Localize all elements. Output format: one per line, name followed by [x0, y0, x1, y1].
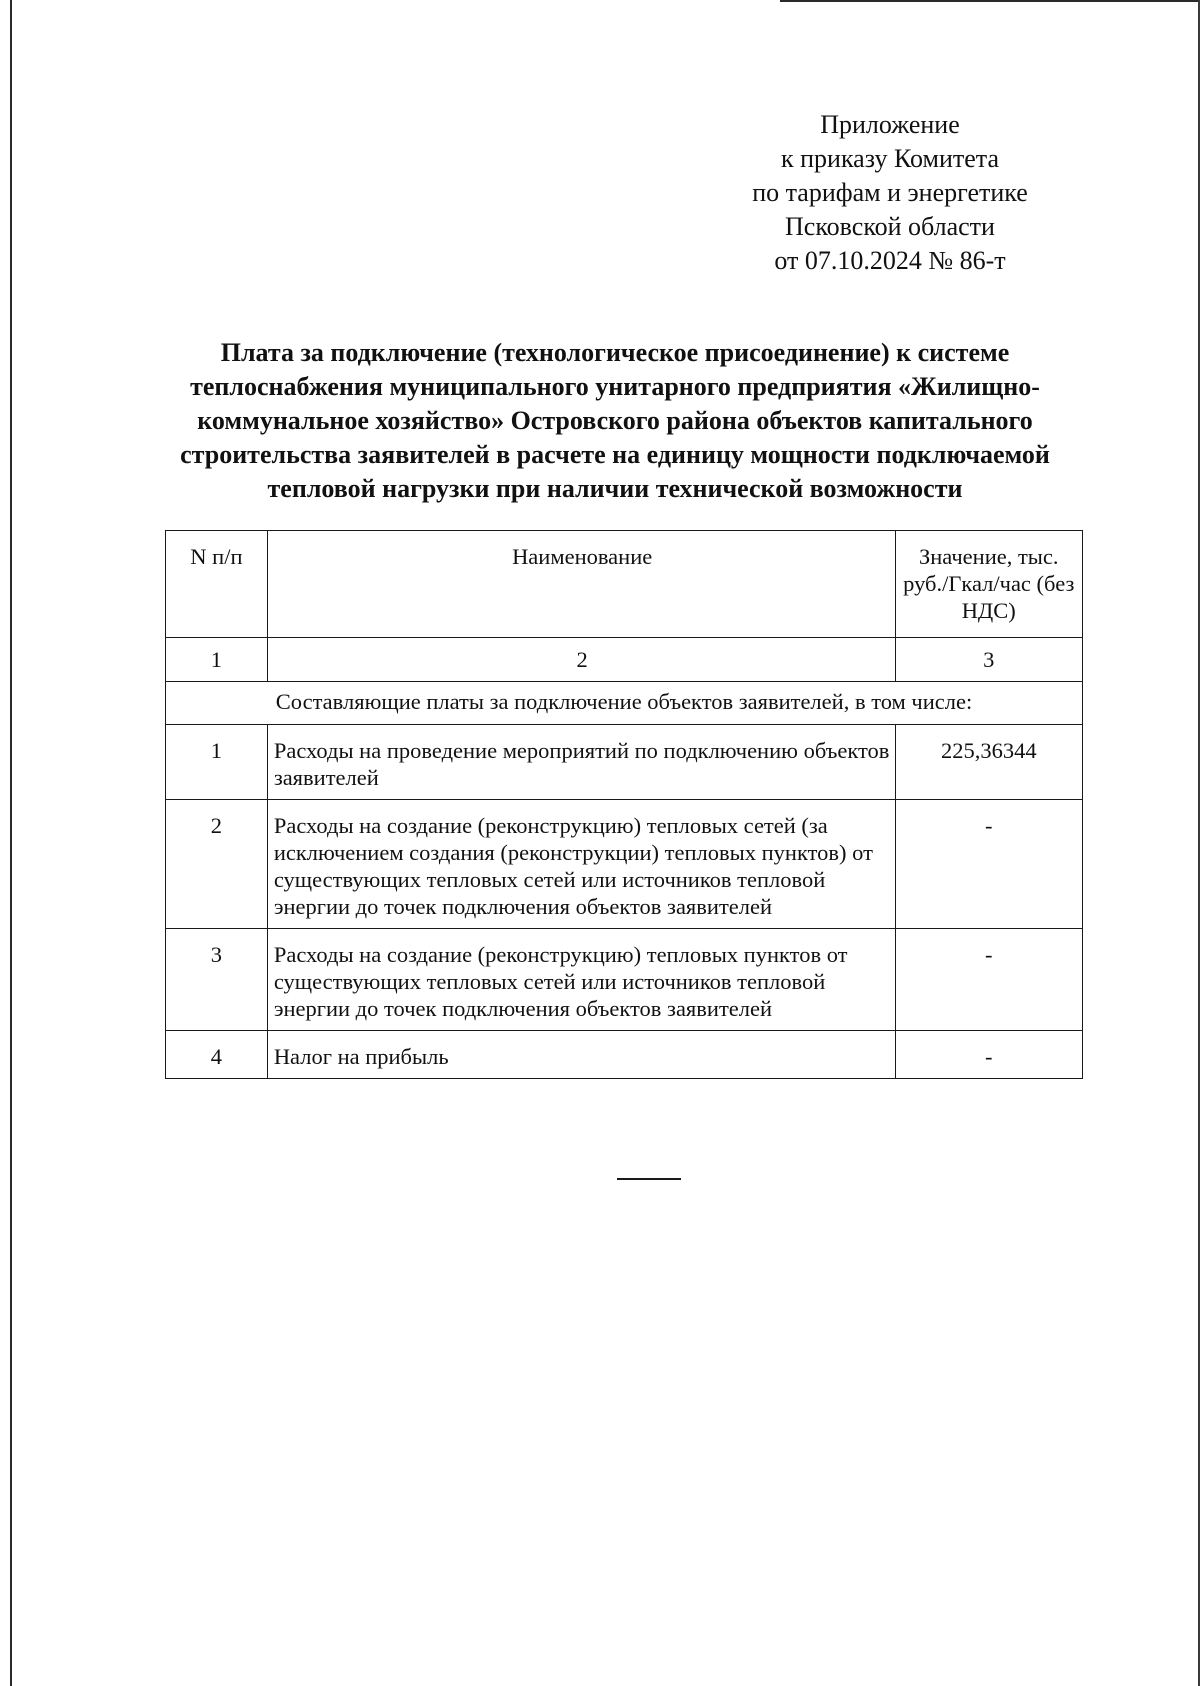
table-row: [166, 725, 1083, 800]
appendix-line: Приложение: [820, 110, 960, 139]
row-value: -: [895, 800, 1083, 929]
row-num: 2: [166, 800, 268, 929]
scan-edge-top: [780, 0, 1200, 2]
fee-table: [165, 530, 1083, 1079]
section-label: Составляющие платы за подключение объектов заявителей, в том числе:: [166, 682, 1083, 725]
title-line: строительства заявителей в расчете на единицу мощности подключаемой: [180, 440, 1050, 469]
table-header-row: [166, 531, 1083, 638]
title-line: коммунальное хозяйство» Островского района объектов капитального: [197, 406, 1033, 435]
header-value: Значение, тыс. руб./Гкал/час (без НДС): [895, 531, 1083, 638]
row-name: Налог на прибыль: [267, 1031, 895, 1079]
scan-edge-left: [10, 0, 12, 1686]
column-number: 2: [267, 638, 895, 682]
column-number-row: [166, 638, 1083, 682]
document-title: [150, 336, 1080, 506]
appendix-line: к приказу Комитета: [780, 144, 999, 173]
header-num: N п/п: [166, 531, 268, 638]
end-separator-line: [617, 1178, 681, 1180]
column-number: 3: [895, 638, 1083, 682]
column-number: 1: [166, 638, 268, 682]
section-row: [166, 682, 1083, 725]
row-name: Расходы на проведение мероприятий по подключению объектов заявителей: [267, 725, 895, 800]
table-row: [166, 800, 1083, 929]
row-num: 4: [166, 1031, 268, 1079]
row-name: Расходы на создание (реконструкцию) тепловых сетей (за исключением создания (реконструкции) тепловых пунктов) от существующих тепловых сетей или источников тепловой энергии до точек подключения объектов заявителей: [267, 800, 895, 929]
appendix-line: от 07.10.2024 № 86-т: [774, 246, 1006, 275]
row-name: Расходы на создание (реконструкцию) тепловых пунктов от существующих тепловых сетей или источников тепловой энергии до точек подключения объектов заявителей: [267, 929, 895, 1031]
title-line: теплоснабжения муниципального унитарного предприятия «Жилищно-: [190, 372, 1040, 401]
header-name: Наименование: [267, 531, 895, 638]
row-num: 1: [166, 725, 268, 800]
row-value: -: [895, 1031, 1083, 1079]
table-row: [166, 929, 1083, 1031]
title-line: Плата за подключение (технологическое присоединение) к системе: [220, 338, 1010, 367]
table-row: [166, 1031, 1083, 1079]
appendix-line: Псковской области: [785, 212, 995, 241]
row-value: -: [895, 929, 1083, 1031]
title-line: тепловой нагрузки при наличии технической возможности: [267, 474, 963, 503]
row-num: 3: [166, 929, 268, 1031]
appendix-block: [700, 108, 1080, 278]
appendix-line: по тарифам и энергетике: [752, 178, 1028, 207]
row-value: 225,36344: [895, 725, 1083, 800]
